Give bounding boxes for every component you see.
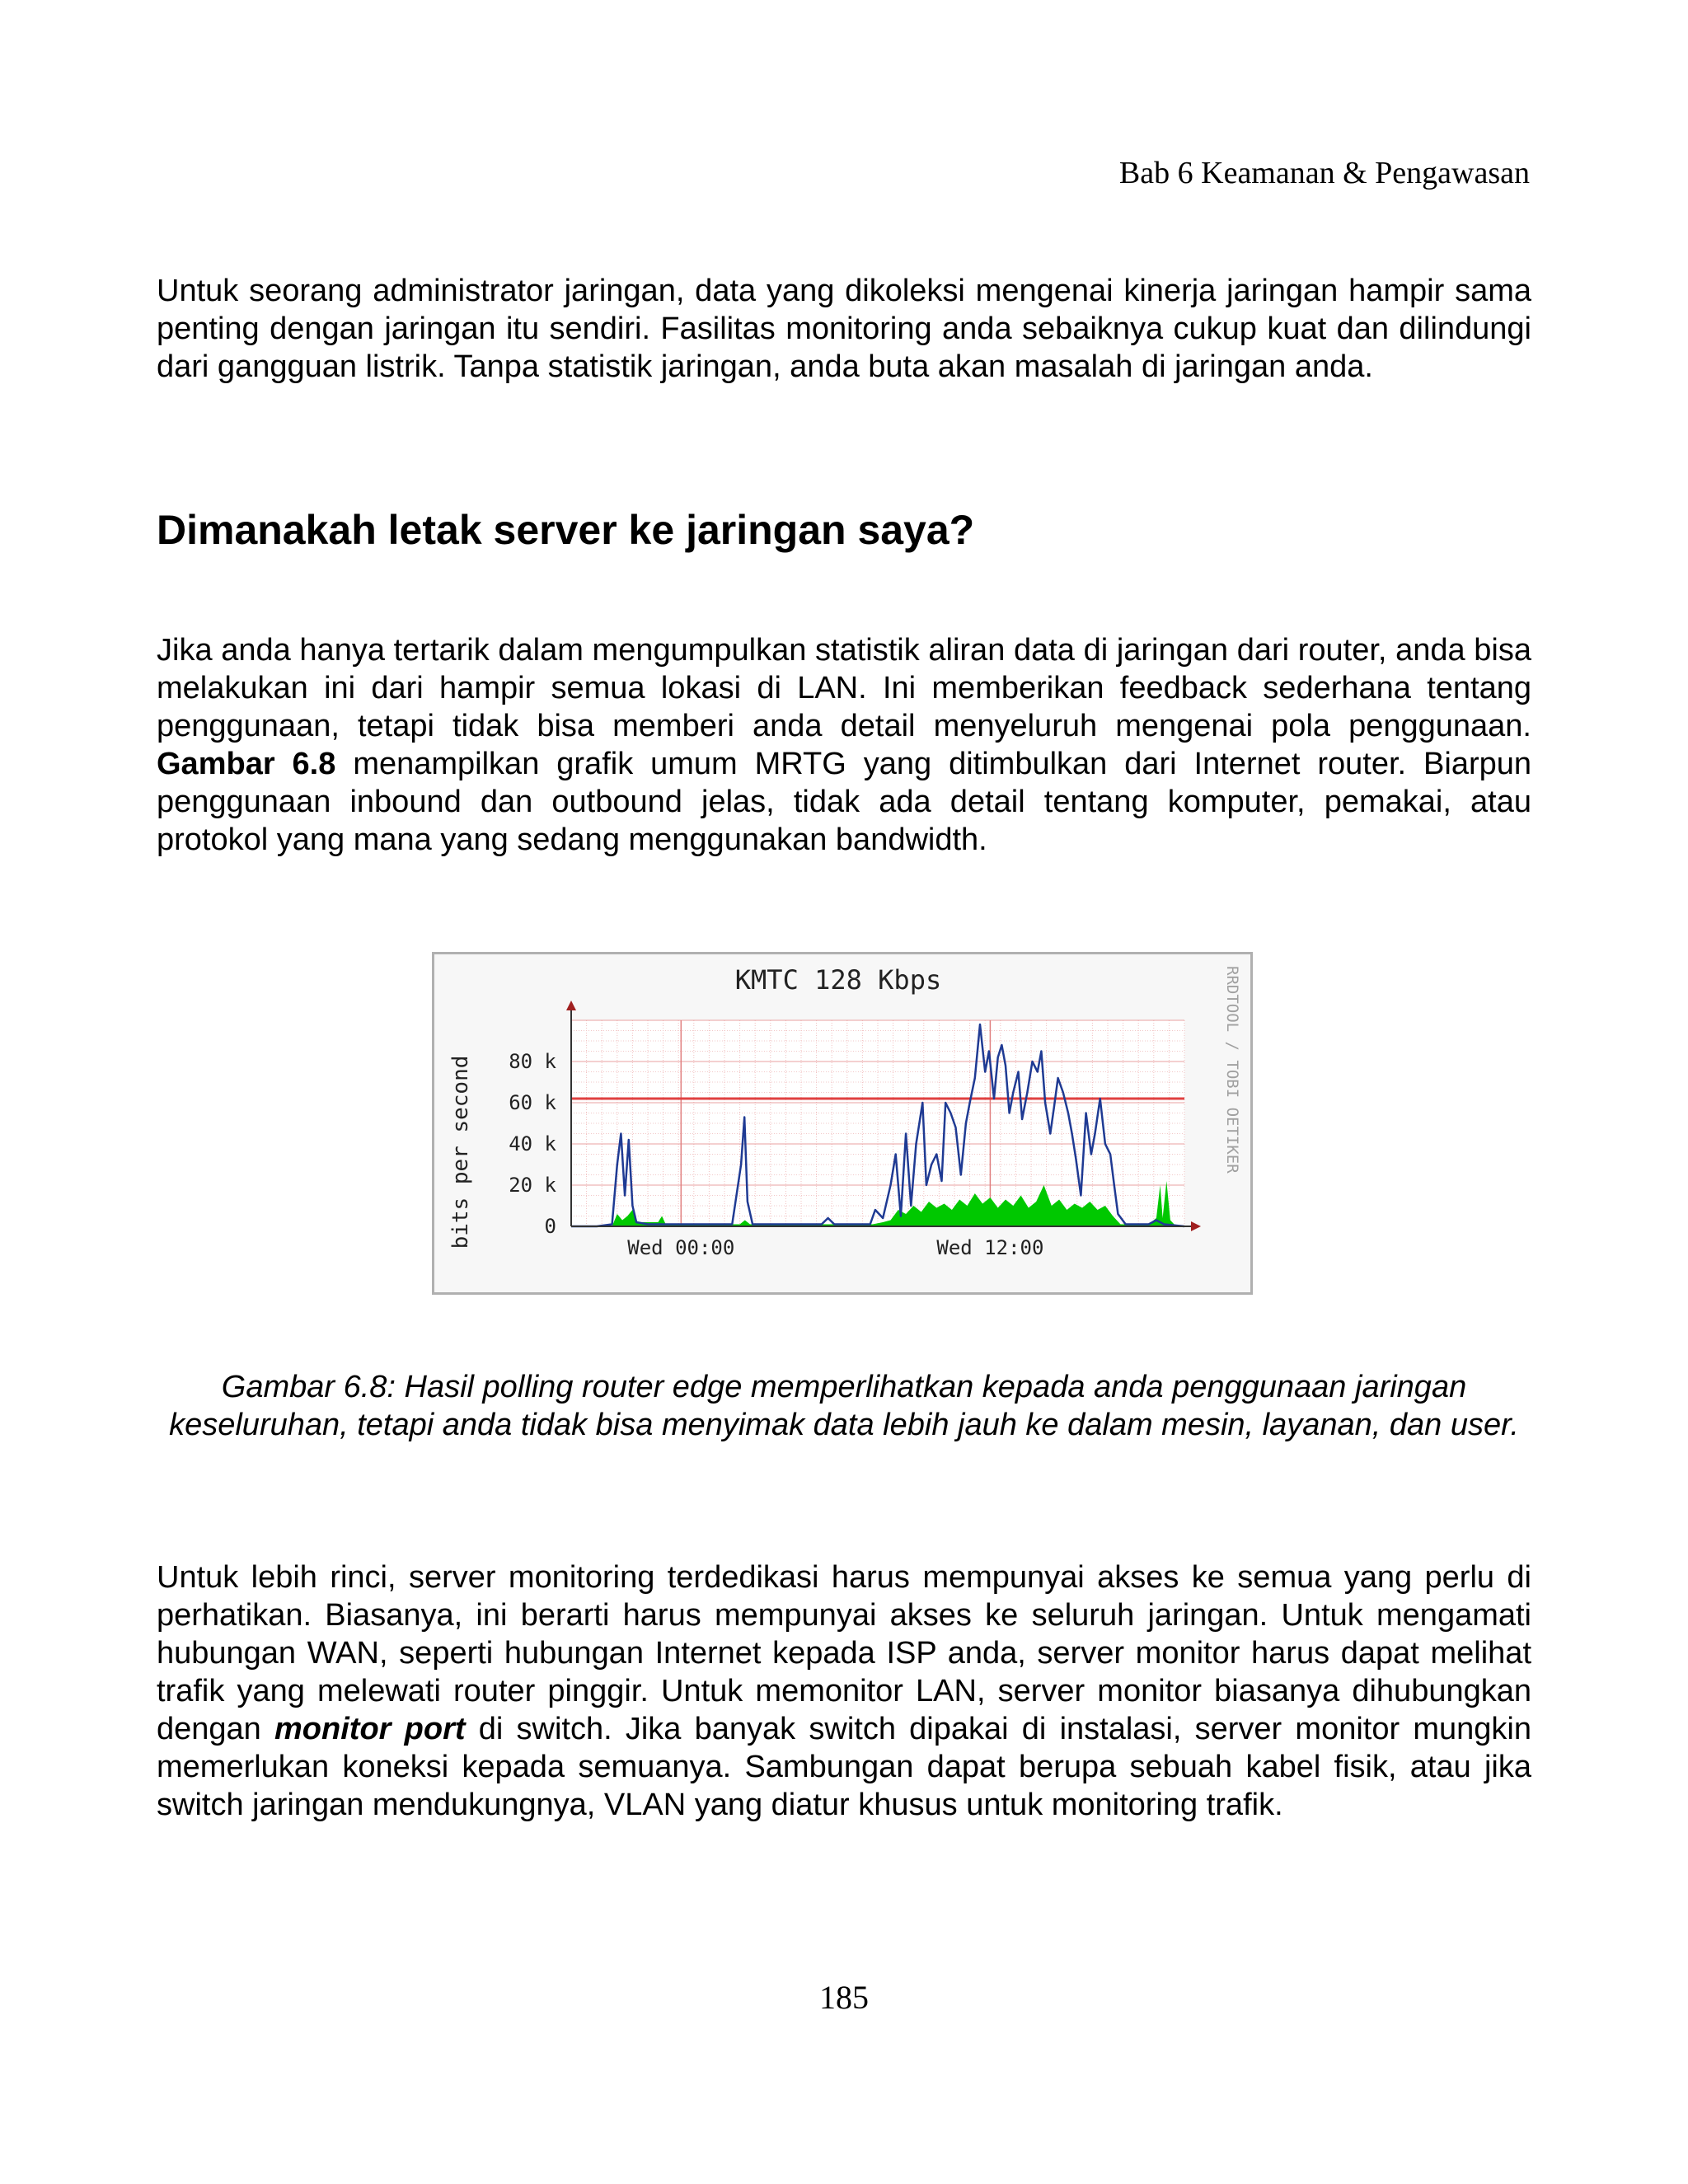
y-tick-label: 40 k <box>509 1132 556 1155</box>
figure-caption: Gambar 6.8: Hasil polling router edge memperlihatkan kepada anda penggunaan jaringan keseluruhan, tetapi anda tidak bisa menyimak data lebih jauh ke dalam mesin, layanan, dan user. <box>169 1370 1519 1442</box>
paragraph-monitoring-server: Untuk lebih rinci, server monitoring terdedikasi harus mempunyai akses ke semua yang perlu di perhatikan. Biasanya, ini berarti harus mempunyai akses ke seluruh jaringan. Untuk mengamati hubungan WAN, seperti hubungan Internet kepada ISP anda, server monitor harus dapat melihat trafik yang melewati router pinggir. Untuk memonitor LAN, server monitor biasanya dihubungkan dengan monitor port di switch. Jika banyak switch dipakai di instalasi, server monitor mungkin memerlukan koneksi kepada semuanya. Sambungan dapat berupa sebuah kabel fisik, atau jika switch jaringan mendukungnya, VLAN yang diatur khusus untuk monitoring trafik. <box>157 1560 1531 1822</box>
x-tick-label: Wed 12:00 <box>936 1236 1044 1259</box>
y-tick-label: 60 k <box>509 1091 556 1114</box>
y-tick-label: 80 k <box>509 1050 556 1073</box>
mrtg-chart <box>434 954 1250 1292</box>
y-axis-arrow <box>566 1001 576 1010</box>
rrdtool-watermark: RRDTOOL / TOBI OETIKER <box>1223 966 1241 1174</box>
paragraph-text: menampilkan grafik umum MRTG yang ditimbulkan dari Internet router. Biarpun penggunaan inbound dan outbound jelas, tidak ada detail tentang komputer, pemakai, atau protokol yang mana yang sedang menggunakan bandwidth. <box>157 747 1532 857</box>
x-tick-label: Wed 00:00 <box>627 1236 735 1259</box>
running-head: Bab 6 Keamanan & Pengawasan <box>1118 156 1530 190</box>
x-axis-arrow <box>1191 1221 1201 1231</box>
paragraph-text: Jika anda hanya tertarik dalam mengumpulkan statistik aliran data di jaringan dari router, anda bisa melakukan ini dari hampir semua lokasi di LAN. Ini memberikan feedback sederhana tentang penggunaan, tetapi tidak bisa memberi anda detail menyeluruh mengenai pola penggunaan. <box>157 633 1531 743</box>
mrtg-graph-figure <box>432 952 1253 1295</box>
y-tick-label: 0 <box>544 1215 556 1238</box>
page-number: 185 <box>819 1979 869 2016</box>
chart-title: KMTC 128 Kbps <box>734 964 942 996</box>
chart-grid <box>571 1020 1184 1226</box>
y-axis-label: bits per second <box>448 1055 473 1249</box>
figure-reference: Gambar 6.8 <box>157 747 336 781</box>
paragraph-router-stats <box>157 631 1531 859</box>
y-tick-label: 20 k <box>509 1174 556 1197</box>
section-heading: Dimanakah letak server ke jaringan saya? <box>157 507 975 553</box>
paragraph-intro: Untuk seorang administrator jaringan, data yang dikoleksi mengenai kinerja jaringan hampir sama penting dengan jaringan itu sendiri. Fasilitas monitoring anda sebaiknya cukup kuat dan dilindungi dari gangguan listrik. Tanpa statistik jaringan, anda buta akan masalah di jaringan anda. <box>157 274 1531 384</box>
